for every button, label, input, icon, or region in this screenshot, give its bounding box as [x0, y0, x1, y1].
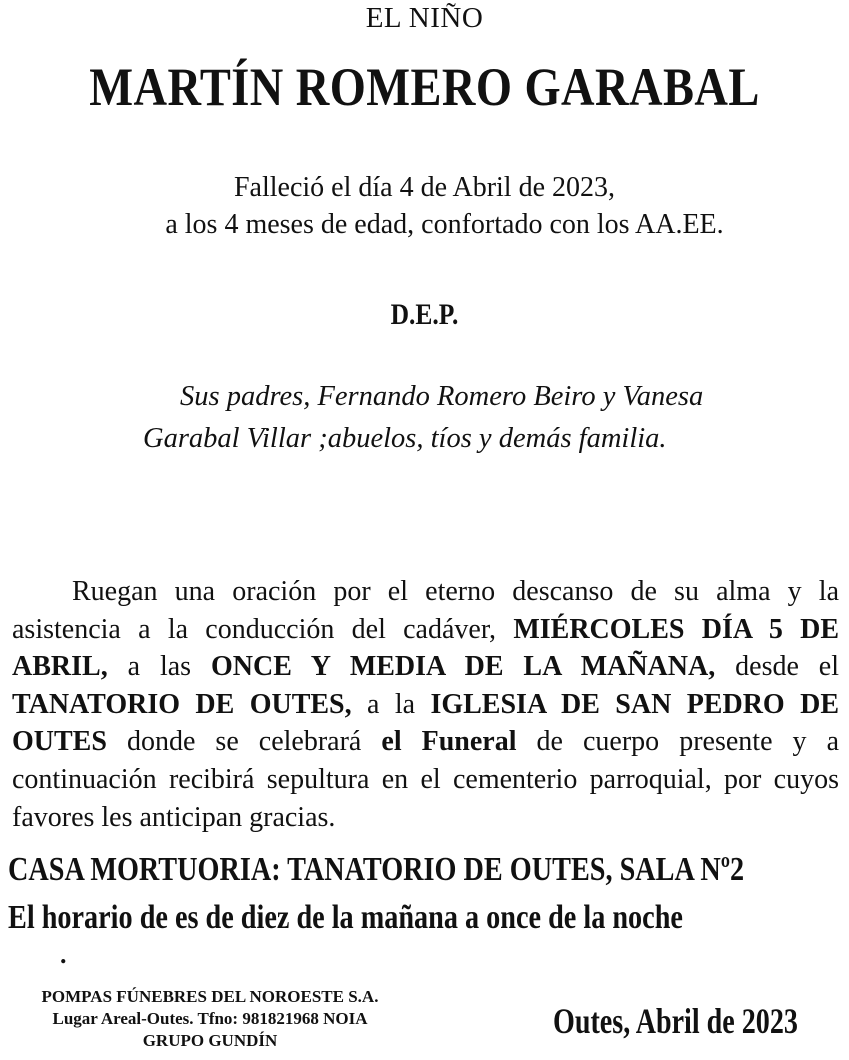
- body-bold-time: ONCE Y MEDIA DE LA MAÑANA,: [210, 651, 716, 683]
- family-paragraph: [143, 376, 803, 460]
- family-line-1: Sus padres, Fernando Romero Beiro y Vanesa: [180, 381, 704, 412]
- funeral-paragraph: [12, 573, 839, 836]
- body-text-5: donde se celebrará: [106, 726, 382, 758]
- body-bold-funeral: el Funeral: [381, 726, 517, 758]
- funeral-home-name: POMPAS FÚNEBRES DEL NOROESTE S.A.: [41, 987, 379, 1006]
- family-line-2: Garabal Villar ;abuelos, tíos y demás familia.: [143, 423, 667, 454]
- heading-subtitle: EL NIÑO: [365, 2, 484, 34]
- casa-mortuoria: CASA MORTUORIA: TANATORIO DE OUTES, SALA Nº2: [8, 851, 745, 888]
- death-date-line: Falleció el día 4 de Abril de 2023,: [233, 172, 616, 203]
- stray-dot: .: [60, 940, 67, 969]
- death-age-line: a los 4 meses de edad, confortado con los AA.EE.: [165, 209, 724, 240]
- body-text-6: de cuerpo presente y a continuación recibirá sepultura en el cementerio parroquial, por cuyos favores les anticipan gracias.: [12, 726, 839, 833]
- horario-line: El horario de es de diez de la mañana a once de la noche: [8, 899, 683, 936]
- deceased-name: MARTÍN ROMERO GARABAL: [89, 57, 760, 117]
- funeral-home-group: GRUPO GUNDÍN: [142, 1031, 278, 1050]
- dep-text: D.E.P.: [390, 298, 459, 331]
- body-text-2: a las: [107, 651, 211, 683]
- body-bold-tanatorio: TANATORIO DE OUTES,: [12, 688, 352, 720]
- body-text-4: a la: [351, 688, 431, 720]
- body-text-3: desde el: [715, 651, 840, 683]
- body-text-1: Ruegan una oración por el eterno descanso de su alma y la asistencia a la conducción del cadáver,: [12, 576, 839, 645]
- funeral-home-block: [0, 986, 420, 1052]
- funeral-home-address: Lugar Areal-Outes. Tfno: 981821968 NOIA: [52, 1009, 368, 1028]
- body-bold-date: MIÉRCOLES DÍA 5 DE ABRIL,: [12, 613, 839, 683]
- place-date: Outes, Abril de 2023: [553, 1001, 798, 1041]
- body-bold-church: IGLESIA DE SAN PEDRO DE OUTES: [12, 688, 839, 758]
